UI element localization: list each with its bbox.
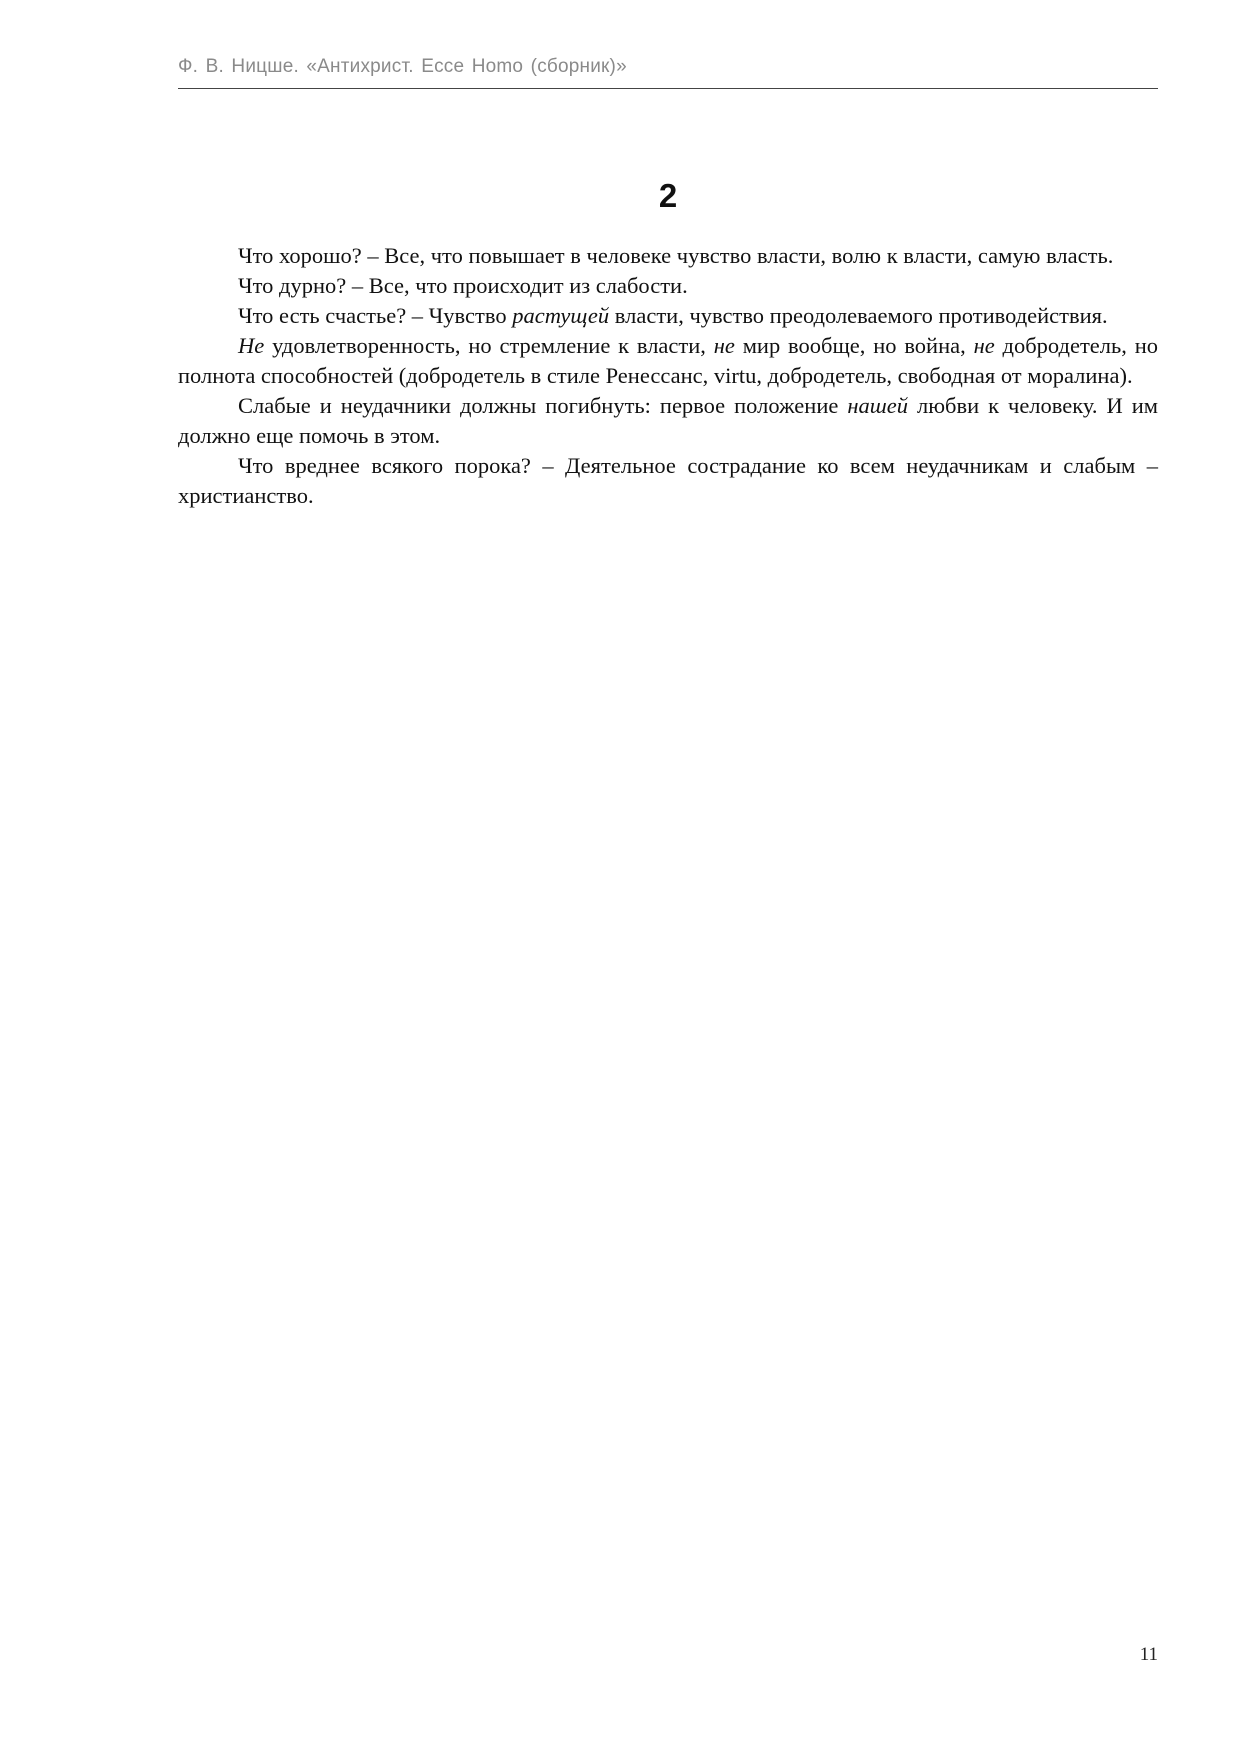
paragraph-5 — [178, 391, 1158, 451]
paragraph-3-text-before: Что есть счастье? – Чувство — [238, 303, 513, 328]
paragraph-5-text-before: Слабые и неудачники должны погибнуть: первое положение — [238, 393, 848, 418]
paragraph-1-text: Что хорошо? – Все, что повышает в человеке чувство власти, волю к власти, самую власть. — [238, 243, 1114, 268]
paragraph-4-emphasis-2: не — [713, 333, 735, 358]
paragraph-5-text-after: любви к человеку. И им должно еще помочь в этом. — [178, 393, 1158, 448]
header-rule — [178, 88, 1158, 89]
paragraph-6-text: Что вреднее всякого порока? – Деятельное сострадание ко всем неудачникам и слабым – христианство. — [178, 453, 1158, 508]
paragraph-3 — [178, 301, 1158, 331]
paragraph-2 — [178, 271, 1158, 301]
paragraph-2-text: Что дурно? – Все, что происходит из слабости. — [238, 273, 688, 298]
page-number: 11 — [1139, 1644, 1158, 1665]
body-text — [178, 241, 1158, 511]
paragraph-4-text-2: мир вообще, но война, — [734, 333, 974, 358]
paragraph-4-text-3: добродетель, но полнота способностей (добродетель в стиле Ренессанс, virtu, добродетель, свободная от моралина). — [178, 333, 1159, 388]
paragraph-4-emphasis-1: Не — [238, 333, 265, 358]
paragraph-4 — [178, 331, 1158, 391]
running-header: Ф. В. Ницше. «Антихрист. Ecce Homo (сборник)» — [178, 56, 627, 77]
paragraph-5-emphasis: нашей — [847, 393, 908, 418]
paragraph-4-emphasis-3: не — [973, 333, 995, 358]
paragraph-6 — [178, 451, 1158, 511]
paragraph-3-emphasis: растущей — [512, 303, 610, 328]
paragraph-3-text-after: власти, чувство преодолеваемого противодействия. — [609, 303, 1108, 328]
paragraph-1 — [178, 241, 1158, 271]
paragraph-4-text-1: удовлетворенность, но стремление к власти, — [264, 333, 714, 358]
section-number: 2 — [658, 177, 678, 214]
